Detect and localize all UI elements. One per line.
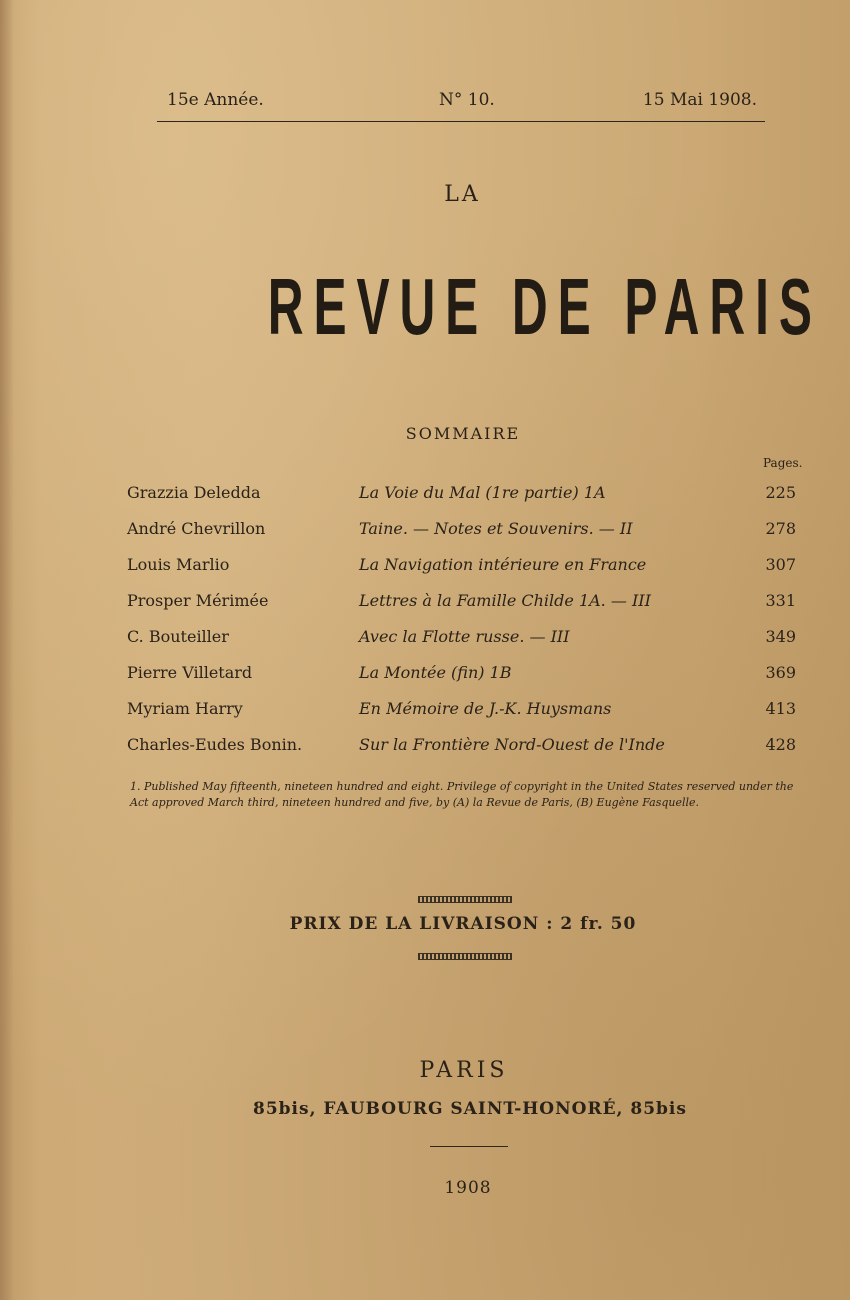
toc-entry — [127, 735, 799, 771]
toc-article-title: Avec la Flotte russe. — III — [359, 627, 570, 646]
ornament-rule-top — [418, 896, 512, 903]
toc-author: Charles-Eudes Bonin. — [127, 735, 303, 754]
toc-page-number: 413 — [765, 699, 796, 718]
toc-entry — [127, 699, 799, 735]
toc-page-number: 369 — [765, 663, 796, 682]
publisher-city: PARIS — [419, 1058, 509, 1083]
toc-author: C. Bouteiller — [127, 627, 229, 646]
issue-header — [157, 86, 765, 116]
toc-page-number: 225 — [765, 483, 796, 502]
toc-author: Pierre Villetard — [127, 663, 253, 682]
toc-author: Louis Marlio — [127, 555, 230, 574]
contents-heading: SOMMAIRE — [405, 424, 521, 443]
toc-page-number: 307 — [765, 555, 796, 574]
toc-article-title: La Voie du Mal (1re partie) 1A — [359, 483, 606, 502]
toc-page-number: 349 — [765, 627, 796, 646]
table-of-contents — [127, 483, 799, 771]
issue-number: N° 10. — [439, 90, 495, 110]
toc-entry — [127, 591, 799, 627]
toc-article-title: En Mémoire de J.-K. Huysmans — [359, 699, 612, 718]
publisher-address: 85bis, FAUBOURG SAINT-HONORÉ, 85bis — [253, 1099, 687, 1119]
toc-article-title: Sur la Frontière Nord-Ouest de l'Inde — [359, 735, 665, 754]
ornament-rule-bottom — [418, 953, 512, 960]
toc-article-title: La Montée (fin) 1B — [359, 663, 512, 682]
toc-entry — [127, 555, 799, 591]
pages-column-label: Pages. — [763, 456, 803, 470]
toc-author: André Chevrillon — [127, 519, 266, 538]
toc-entry — [127, 627, 799, 663]
copyright-footnote: 1. Published May fifteenth, nineteen hundred and eight. Privilege of copyright in the United States reserved under the Act approved March third, nineteen hundred and five, by (A) la Revue de Paris, (B) Eugène Fasquelle. — [130, 780, 794, 809]
publication-year: 1908 — [444, 1178, 492, 1198]
toc-page-number: 278 — [765, 519, 796, 538]
toc-author: Myriam Harry — [127, 699, 243, 718]
issue-year-label: 15e Année. — [167, 90, 264, 110]
toc-article-title: La Navigation intérieure en France — [359, 555, 647, 574]
issue-price: PRIX DE LA LIVRAISON : 2 fr. 50 — [289, 914, 637, 934]
toc-author: Grazzia Deledda — [127, 483, 261, 502]
toc-article-title: Lettres à la Famille Childe 1A. — III — [359, 591, 651, 610]
title-article: LA — [444, 182, 481, 207]
magazine-title: REVUE DE PARIS — [267, 262, 822, 351]
header-rule — [157, 121, 765, 122]
issue-date: 15 Mai 1908. — [642, 90, 757, 110]
toc-entry — [127, 663, 799, 699]
toc-entry — [127, 483, 799, 519]
toc-article-title: Taine. — Notes et Souvenirs. — II — [359, 519, 633, 538]
toc-entry — [127, 519, 799, 555]
toc-page-number: 428 — [765, 735, 796, 754]
toc-page-number: 331 — [765, 591, 796, 610]
imprint-rule — [430, 1146, 508, 1147]
toc-author: Prosper Mérimée — [127, 591, 269, 610]
